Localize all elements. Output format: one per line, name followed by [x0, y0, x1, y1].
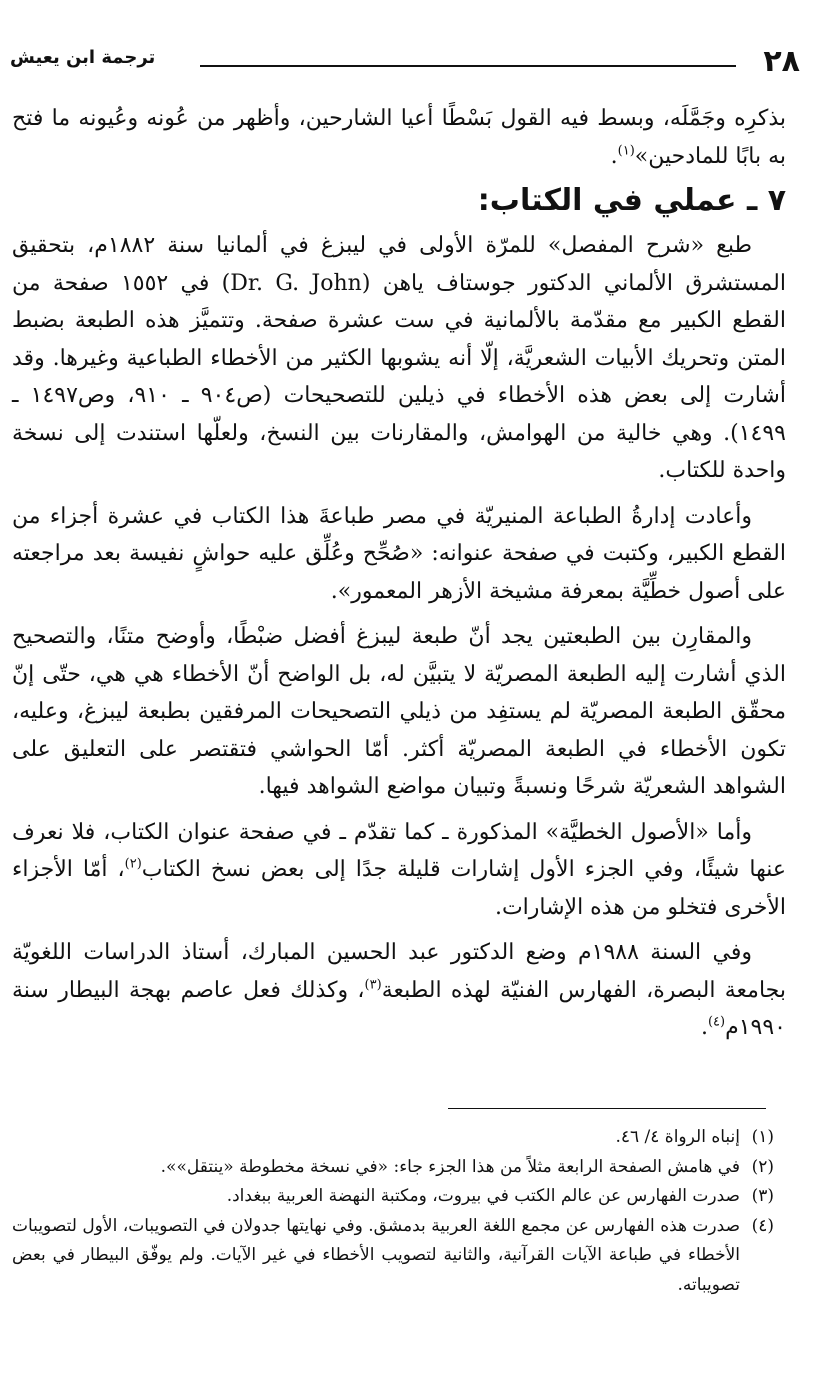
footnote-separator: [448, 1108, 766, 1109]
running-title: ترجمة ابن يعيش: [10, 47, 156, 68]
footnote-text: إنباه الرواة ٤/ ٤٦.: [615, 1127, 740, 1147]
paragraph-4: [12, 814, 786, 927]
footnote-2: [12, 1153, 774, 1183]
paragraph-intro-continuation: [12, 100, 786, 175]
footnote-number: (٢): [751, 1156, 774, 1177]
paragraph-4-text-a: وأما «الأصول الخطيَّة» المذكورة ـ كما تقدّم ـ في صفحة عنوان الكتاب، فلا نعرف عنها شيئًا، وفي الجزء الأول إشارات قليلة جدًا إلى بعض نسخ الكتاب: [12, 819, 786, 882]
footnotes: [12, 1123, 774, 1300]
intro-end: .: [610, 143, 618, 169]
paragraph-5: [12, 934, 786, 1047]
footnote-1: [12, 1123, 774, 1153]
footnote-ref-2: (٢): [124, 856, 142, 872]
footnote-ref-3: (٣): [364, 977, 382, 993]
footnote-number: (٤): [751, 1215, 774, 1236]
footnote-ref-1: (١): [617, 143, 635, 159]
paragraph-5-text-b: ، وكذلك فعل عاصم بهجة البيطار سنة ١٩٩٠م: [12, 977, 786, 1040]
footnote-text: صدرت الفهارس عن عالم الكتب في بيروت، ومكتبة النهضة العربية ببغداد.: [226, 1186, 740, 1206]
header-rule: [200, 65, 736, 67]
paragraph-5-text-a: وفي السنة ١٩٨٨م وضع الدكتور عبد الحسين المبارك، أستاذ الدراسات اللغويّة بجامعة البصرة، الفهارس الفنيّة لهذه الطبعة: [12, 940, 786, 1003]
paragraph-1: طبع «شرح المفصل» للمرّة الأولى في ليبزغ في ألمانيا سنة ١٨٨٢م، بتحقيق المستشرق الألماني الدكتور جوستاف ياهن (Dr. G. John) في ١٥٥٢ صفحة من القطع الكبير مع مقدّمة بالألمانية في ست عشرة صفحة. وتتميَّز هذه الطبعة بضبط المتن وتحريك الأبيات الشعريَّة، إلّا أنه يشوبها الكثير من الأخطاء الطباعية وغيرها. وقد أشارت إلى بعض هذه الأخطاء في ذيلين للتصحيحات (ص٩٠٤ ـ ٩١٠، وص١٤٩٧ ـ ١٤٩٩). وهي خالية من الهوامش، والمقارنات بين النسخ، ولعلّها استندت إلى نسخة واحدة للكتاب.: [12, 233, 786, 483]
paragraph-5-end: .: [700, 1015, 708, 1040]
paragraph-3: والمقارِن بين الطبعتين يجد أنّ طبعة ليبزغ أفضل ضبْطًا، وأوضح متنًا، والتصحيح الذي أشارت إليه الطبعة المصريّة لا يتبيَّن له، بل الواضح أنّ الأخطاء هي هي، حتّى إنّ محقّق الطبعة المصريّة لم يستفِد من ذيلي التصحيحات المرفقين بطبعة ليبزغ، وعليه، تكون الأخطاء في الطبعة المصريّة أكثر. أمّا الحواشي فتقتصر على التعليق على الشواهد الشعريّة شرحًا ونسبةً وتبيان مواضع الشواهد فيها.: [12, 624, 786, 799]
page-number: ٢٨: [763, 44, 800, 79]
footnote-text: صدرت هذه الفهارس عن مجمع اللغة العربية بدمشق. وفي نهايتها جدولان في التصويبات، الأول لتصويبات الأخطاء في طباعة الآيات القرآنية، والثانية لتصويب الأخطاء في غير الآيات. ولم يوفّق البيطار في بعض تصويباته.: [12, 1215, 740, 1295]
main-text: [12, 100, 786, 1047]
paragraph-2: وأعادت إدارةُ الطباعة المنيريّة في مصر طباعةَ هذا الكتاب في عشرة أجزاء من القطع الكبير، وكتبت في صفحة عنوانه: «صُحِّح وعُلِّق عليه حواشٍ نفيسة بعد مراجعته على أصول خطِّيَّة بمعرفة مشيخة الأزهر المعمور».: [12, 503, 786, 604]
footnote-3: [12, 1182, 774, 1212]
section-heading: ٧ ـ عملي في الكتاب:: [477, 183, 786, 218]
footnote-4: [12, 1212, 774, 1301]
footnote-number: (٣): [751, 1186, 774, 1206]
footnote-ref-4: (٤): [707, 1014, 726, 1030]
footnote-number: (١): [751, 1127, 774, 1147]
paragraph-4-text-b: ، أمّا الأجزاء الأخرى فتخلو من هذه الإشارات.: [12, 857, 786, 920]
intro-text: بذكرِه وجَمَّلَه، وبسط فيه القول بَسْطًا أعيا الشارحين، وأظهر من عُونه وعُيونه ما فتح به بابًا للمادحين»: [12, 106, 786, 169]
footnote-text: في هامش الصفحة الرابعة مثلاً من هذا الجزء جاء: «في نسخة مخطوطة «ينتقل»».: [160, 1156, 740, 1177]
page-header: [10, 44, 800, 80]
